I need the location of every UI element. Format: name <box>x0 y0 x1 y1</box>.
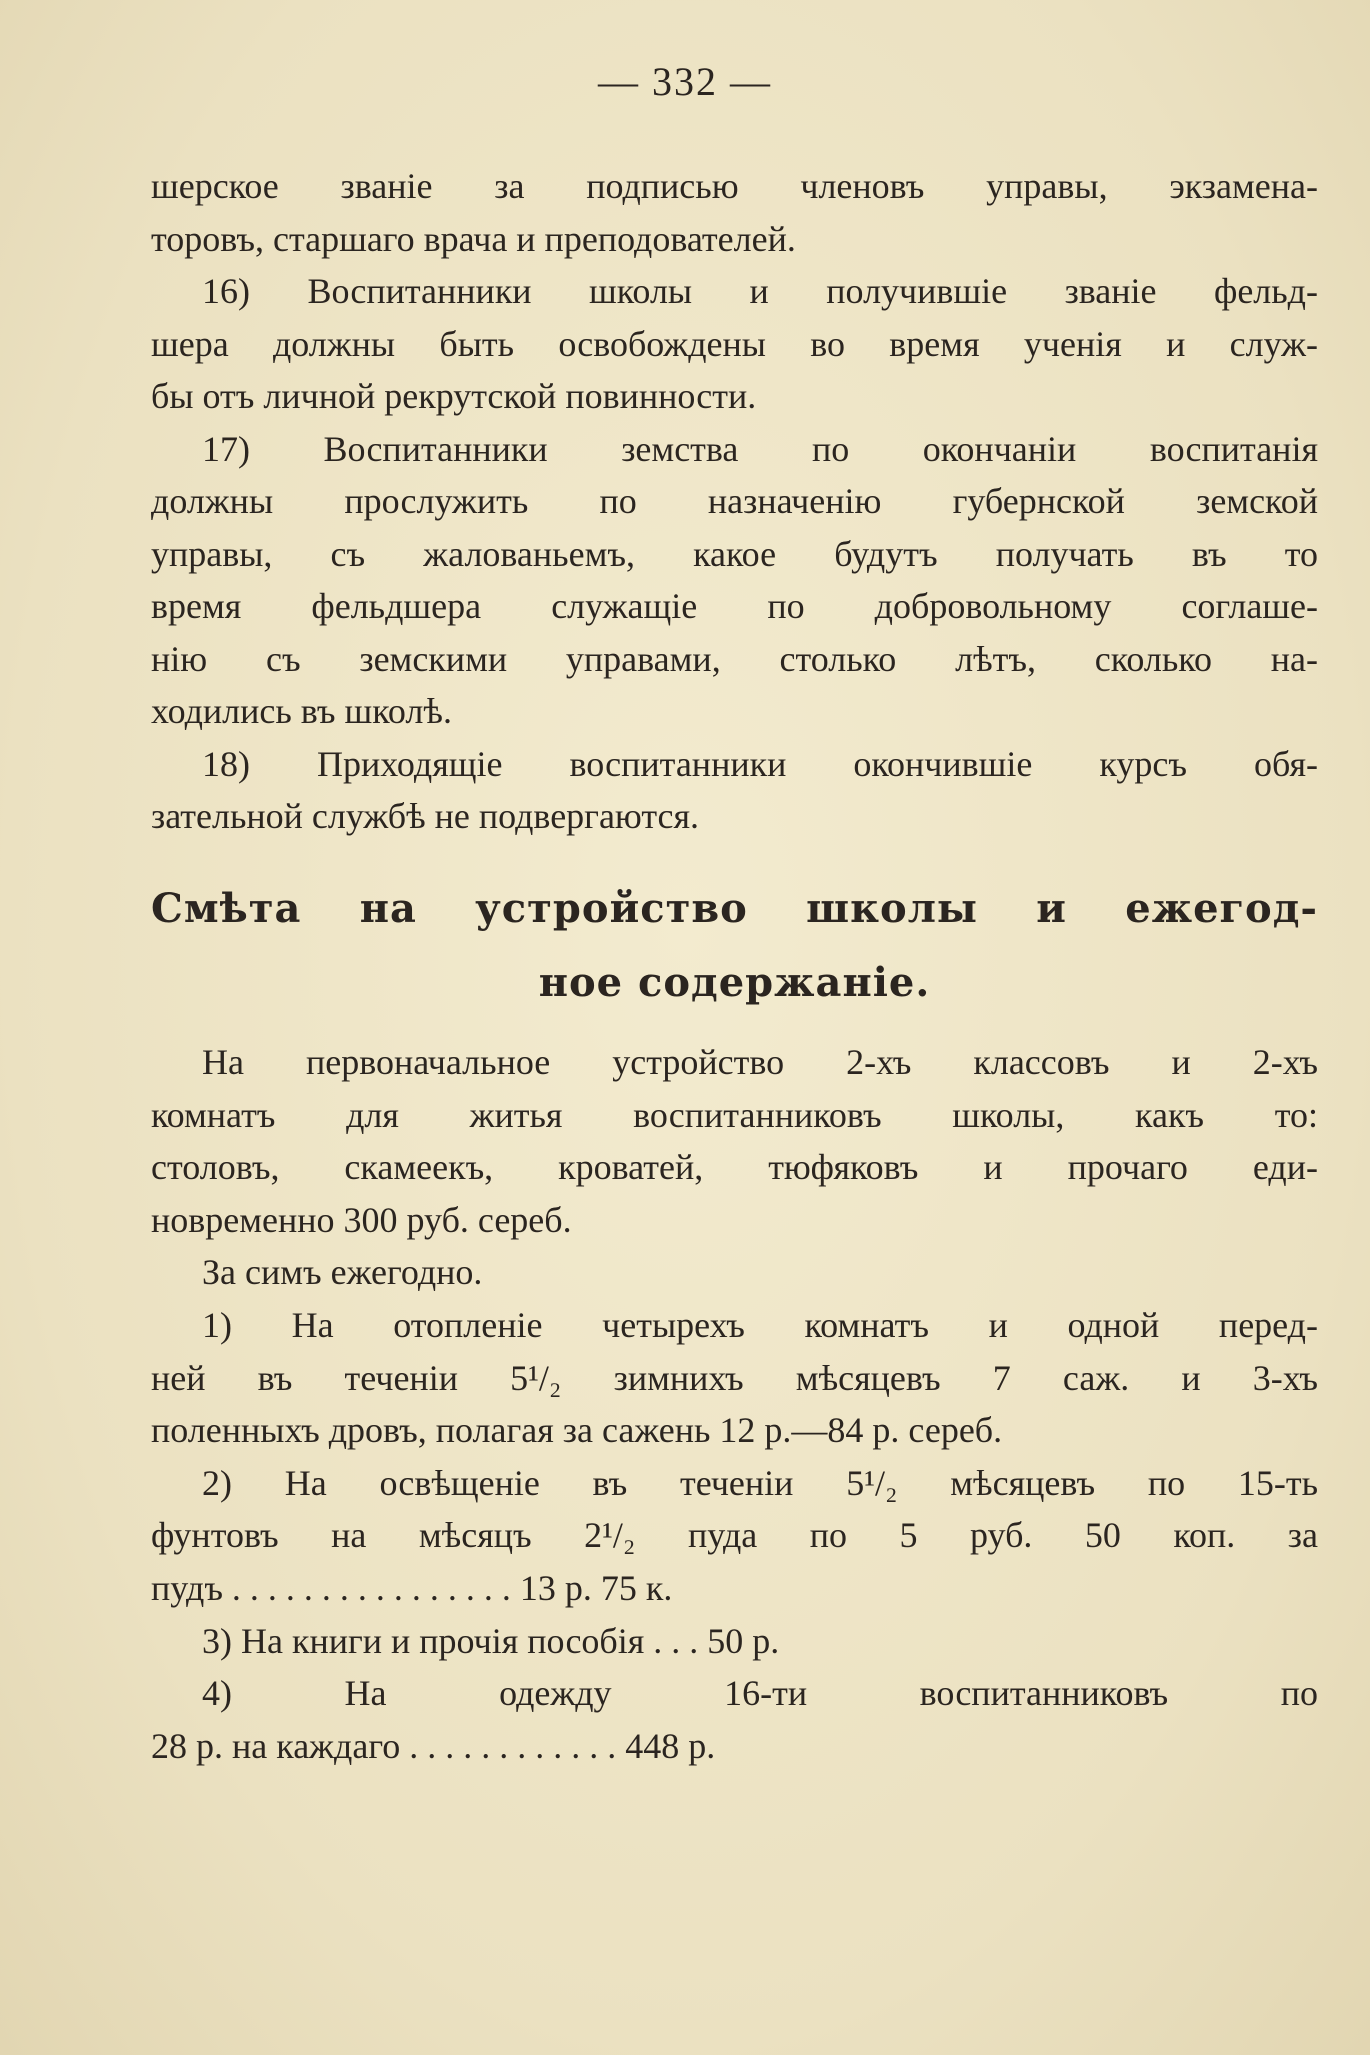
heading-line-2: ное содержаніе. <box>538 959 931 1006</box>
text-line: 16) Воспитанники школы и получившіе званіе фельд- <box>202 271 1318 311</box>
text-line: фунтовъ на мѣсяцъ 2¹/₂ пуда по 5 руб. 50 коп. за <box>151 1515 1318 1556</box>
section-heading <box>151 872 1318 1020</box>
text-line: должны прослужить по назначенію губернской земской <box>151 481 1318 521</box>
text-line: 2) На освѣщеніе въ теченіи 5¹/₂ мѣсяцевъ по 15-ть <box>202 1462 1318 1503</box>
text-line: ходились въ школѣ. <box>151 691 452 731</box>
text-line: 1) На отопленіе четырехъ комнатъ и одной перед- <box>202 1304 1318 1345</box>
heading-line-1: Смѣта на устройство школы и ежегод- <box>151 885 1318 932</box>
text-line: нію съ земскими управами, столько лѣтъ, сколько на- <box>151 638 1318 679</box>
text-line: шерское званіе за подписью членовъ управы, экзамена- <box>151 166 1318 206</box>
text-line: ней въ теченіи 5¹/₂ зимнихъ мѣсяцевъ 7 саж. и 3-хъ <box>151 1357 1318 1398</box>
text-line: 18) Приходящіе воспитанники окончившіе курсъ обя- <box>202 743 1318 784</box>
text-line: 17) Воспитанники земства по окончаніи воспитанія <box>202 428 1318 469</box>
text-line: торовъ, старшаго врача и преподователей. <box>151 218 796 259</box>
text-line: 4) На одежду 16-ти воспитанниковъ по <box>202 1673 1318 1714</box>
text-line: 28 р. на каждаго . . . . . . . . . . . . 448 р. <box>151 1725 716 1766</box>
text-line: время фельдшера служащіе по добровольному соглаше- <box>151 586 1318 626</box>
page-number: — 332 — <box>598 59 772 104</box>
text-line: комнатъ для житья воспитанниковъ школы, какъ то: <box>151 1094 1318 1135</box>
text-line: пудъ . . . . . . . . . . . . . . . . 13 р. 75 к. <box>151 1567 673 1608</box>
text-line: новременно 300 руб. сереб. <box>151 1199 572 1240</box>
text-section-budget <box>151 1036 1318 1772</box>
text-line: шера должны быть освобождены во время ученія и служ- <box>151 323 1318 364</box>
text-section-rules <box>151 160 1318 843</box>
text-line: поленныхъ дровъ, полагая за сажень 12 р.—84 р. сереб. <box>151 1410 1003 1451</box>
text-line: За симъ ежегодно. <box>202 1252 483 1293</box>
text-line: На первоначальное устройство 2-хъ классовъ и 2-хъ <box>202 1042 1318 1082</box>
text-line: зательной службѣ не подвергаются. <box>151 796 700 836</box>
text-line: 3) На книги и прочія пособія . . . 50 р. <box>202 1620 780 1661</box>
text-line: столовъ, скамеекъ, кроватей, тюфяковъ и прочаго еди- <box>151 1147 1318 1188</box>
text-line: управы, съ жалованьемъ, какое будутъ получать въ то <box>151 533 1318 574</box>
text-line: бы отъ личной рекрутской повинности. <box>151 376 757 416</box>
